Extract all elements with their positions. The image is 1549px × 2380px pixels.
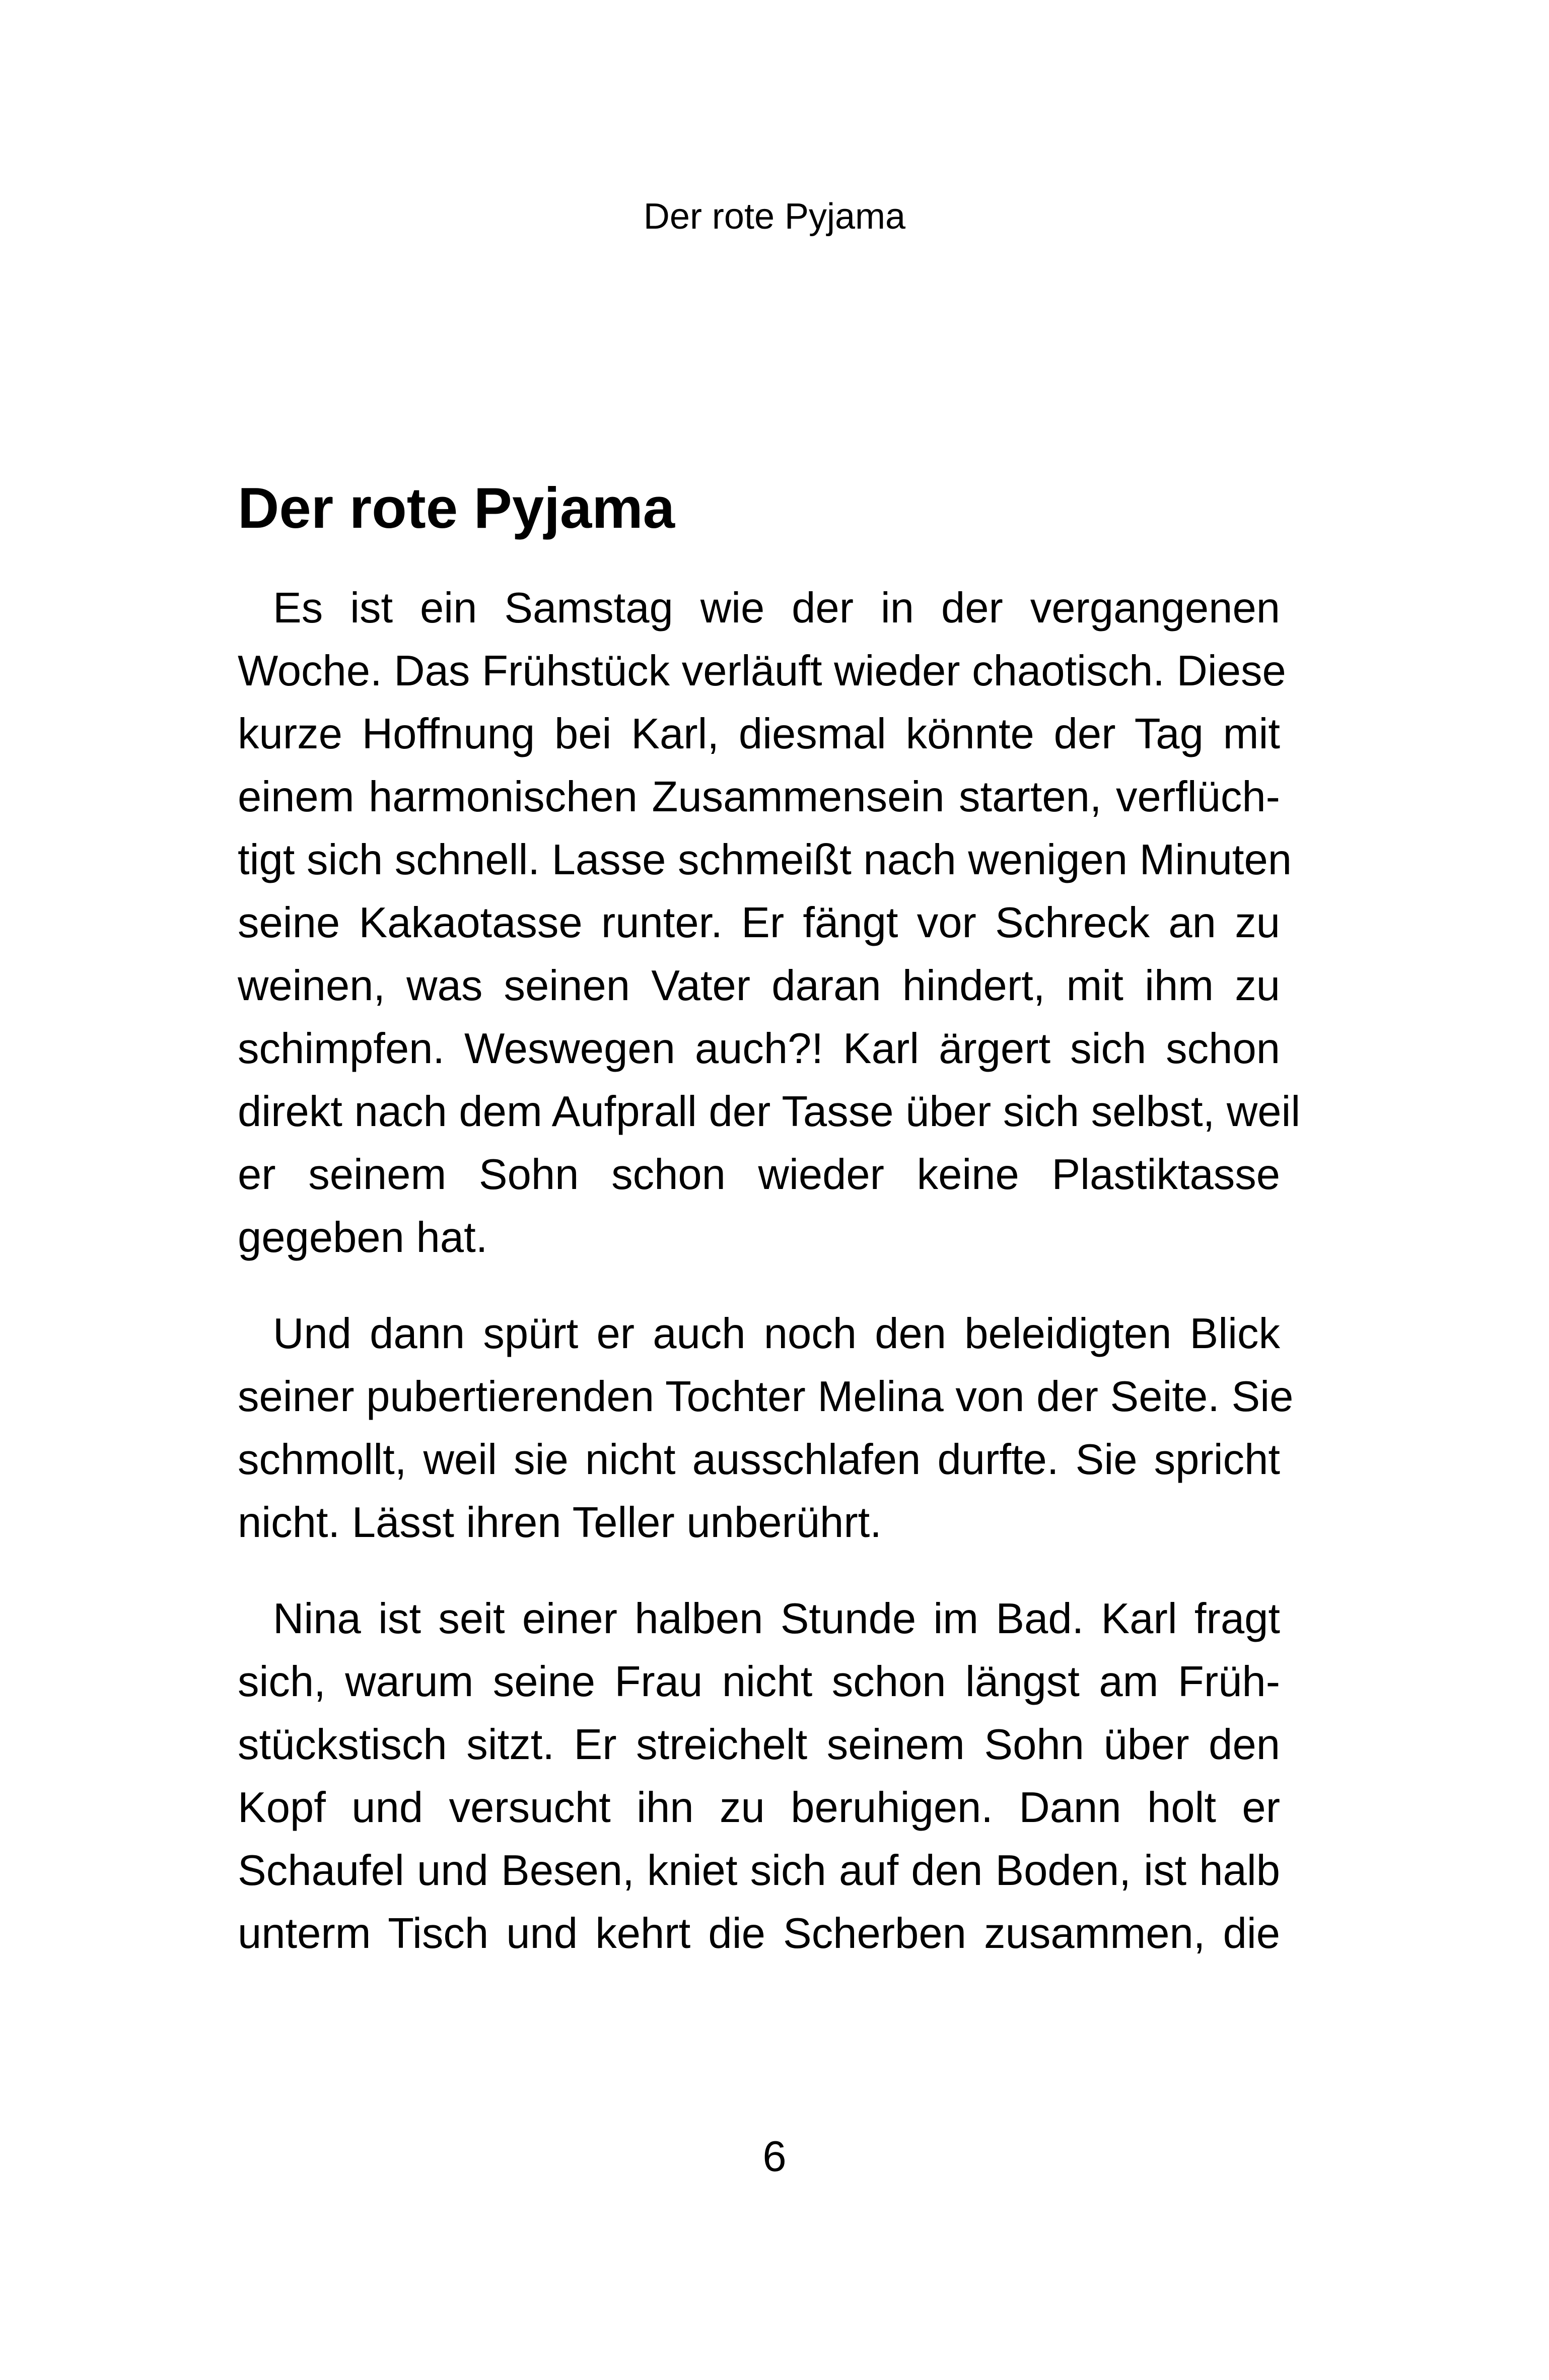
text-line: nicht. Lässt ihren Teller unberührt.	[238, 1499, 882, 1547]
text-line: kurze Hoffnung bei Karl, diesmal könnte der Tag mit	[238, 710, 1280, 758]
page-number: 6	[762, 2133, 787, 2181]
text-line: schmollt, weil sie nicht ausschlafen durfte. Sie spricht	[238, 1436, 1280, 1484]
text-line: er seinem Sohn schon wieder keine Plastiktasse	[238, 1151, 1280, 1199]
text-line: gegeben hat.	[238, 1214, 488, 1262]
text-line: tigt sich schnell. Lasse schmeißt nach wenigen Minuten	[238, 836, 1292, 884]
text-line: unterm Tisch und kehrt die Scherben zusammen, die	[238, 1910, 1280, 1957]
text-line: schimpfen. Weswegen auch?! Karl ärgert sich schon	[238, 1025, 1280, 1073]
text-line: weinen, was seinen Vater daran hindert, mit ihm zu	[238, 962, 1280, 1010]
text-line: Schaufel und Besen, kniet sich auf den Boden, ist halb	[238, 1847, 1280, 1895]
text-line: Und dann spürt er auch noch den beleidigten Blick	[273, 1310, 1280, 1358]
text-line: Woche. Das Frühstück verläuft wieder chaotisch. Diese	[238, 647, 1286, 695]
body-text	[238, 577, 1301, 1965]
paragraph-2	[238, 1302, 1294, 1554]
text-line: seine Kakaotasse runter. Er fängt vor Schreck an zu	[238, 899, 1280, 947]
text-line: direkt nach dem Aufprall der Tasse über sich selbst, weil	[238, 1088, 1301, 1136]
paragraph-1	[238, 577, 1301, 1269]
text-line: sich, warum seine Frau nicht schon längst am Früh-	[238, 1658, 1280, 1706]
text-line: einem harmonischen Zusammensein starten, verflüch-	[238, 773, 1280, 821]
text-line: stückstisch sitzt. Er streichelt seinem Sohn über den	[238, 1721, 1280, 1769]
text-line: Kopf und versucht ihn zu beruhigen. Dann holt er	[238, 1784, 1280, 1832]
running-header: Der rote Pyjama	[643, 196, 906, 237]
paragraph-3	[238, 1587, 1280, 1965]
text-line: Nina ist seit einer halben Stunde im Bad. Karl fragt	[273, 1595, 1280, 1643]
text-line: Es ist ein Samstag wie der in der vergangenen	[273, 584, 1280, 632]
text-line: seiner pubertierenden Tochter Melina von der Seite. Sie	[238, 1373, 1294, 1421]
chapter-title: Der rote Pyjama	[238, 476, 675, 540]
